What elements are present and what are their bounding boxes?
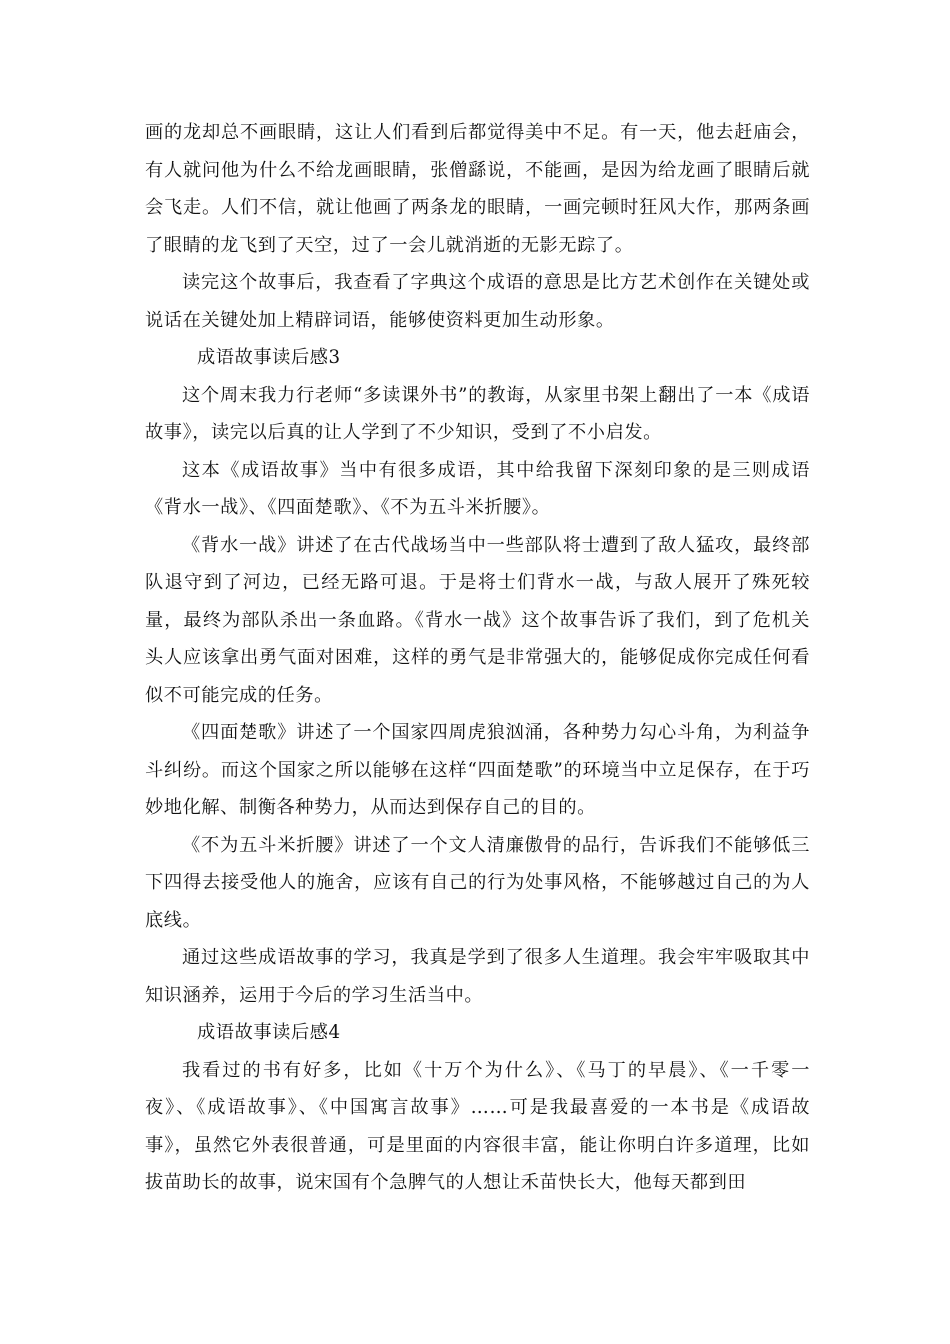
- paragraph-2: 读完这个故事后，我查看了字典这个成语的意思是比方艺术创作在关键处或说话在关键处加上精辟词语，能够使资料更加生动形象。: [145, 272, 810, 331]
- paragraph-4: 这本《成语故事》当中有很多成语，其中给我留下深刻印象的是三则成语《背水一战》、《四面楚歌》、《不为五斗米折腰》。: [145, 459, 810, 518]
- paragraph-8: 通过这些成语故事的学习，我真是学到了很多人生道理。我会牢牢吸取其中知识涵养，运用于今后的学习生活当中。: [145, 947, 810, 1006]
- paragraph-7: 《不为五斗米折腰》讲述了一个文人清廉傲骨的品行，告诉我们不能够低三下四得去接受他人的施舍，应该有自己的行为处事风格，不能够越过自己的为人底线。: [145, 834, 810, 931]
- paragraph-5: 《背水一战》讲述了在古代战场当中一些部队将士遭到了敌人猛攻，最终部队退守到了河边，已经无路可退。于是将士们背水一战，与敌人展开了殊死较量，最终为部队杀出一条血路。《背水一战》这个故事告诉了我们，到了危机关头人应该拿出勇气面对困难，这样的勇气是非常强大的，能够促成你完成任何看似不可能完成的任务。: [145, 534, 810, 706]
- paragraph-3: 这个周末我力行老师“多读课外书”的教诲，从家里书架上翻出了一本《成语故事》，读完以后真的让人学到了不少知识，受到了不小启发。: [145, 384, 810, 443]
- paragraph-6: 《四面楚歌》讲述了一个国家四周虎狼汹涌，各种势力勾心斗角，为利益争斗纠纷。而这个国家之所以能够在这样“四面楚歌”的环境当中立足保存，在于巧妙地化解、制衡各种势力，从而达到保存自己的目的。: [145, 722, 810, 818]
- paragraph-1: 画的龙却总不画眼睛，这让人们看到后都觉得美中不足。有一天，他去赶庙会，有人就问他为什么不给龙画眼睛，张僧繇说，不能画，是因为给龙画了眼睛后就会飞走。人们不信，就让他画了两条龙的眼睛，一画完顿时狂风大作，那两条画了眼睛的龙飞到了天空，过了一会儿就消逝的无影无踪了。: [145, 122, 810, 256]
- section-heading-4: 成语故事读后感4: [197, 1022, 341, 1043]
- section-heading-3: 成语故事读后感3: [197, 347, 341, 368]
- document-page: [145, 114, 810, 1202]
- paragraph-9: 我看过的书有好多，比如《十万个为什么》、《马丁的早晨》、《一千零一夜》、《成语故事》、《中国寓言故事》……可是我最喜爱的一本书是《成语故事》，虽然它外表很普通，可是里面的内容很丰富，能让你明白许多道理，比如拔苗助长的故事，说宋国有个急脾气的人想让禾苗快长大，他每天都到田: [145, 1059, 810, 1193]
